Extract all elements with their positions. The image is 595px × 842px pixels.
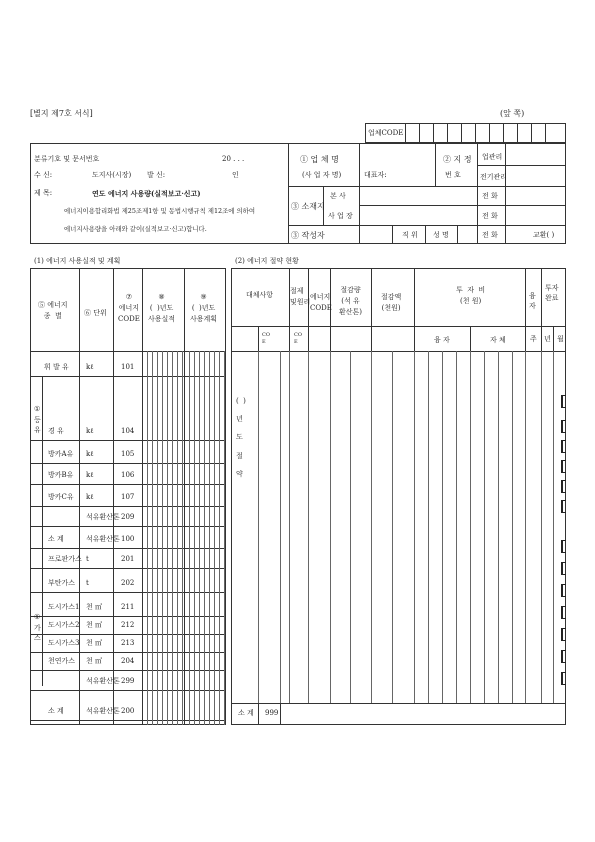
recipient-value: 도지사(시장) xyxy=(92,171,132,179)
hq-label: 본 사 xyxy=(330,192,346,200)
col-target: 대체사항 xyxy=(246,291,274,299)
energy-row-unit: kℓ xyxy=(86,450,94,458)
side-label: (앞 쪽) xyxy=(500,109,525,118)
phone-label-2: 전 화 xyxy=(482,212,498,220)
group-oil-label: ① 등 유 xyxy=(34,405,41,434)
energy-row-unit: 석유환산톤 xyxy=(86,677,120,685)
energy-row-code: 211 xyxy=(121,603,135,611)
sub-date: 월 xyxy=(557,335,564,343)
site-label: 사 업 장 xyxy=(328,212,353,220)
col-amount: 절감액 (천원) xyxy=(381,293,402,313)
company-code-label: 업체CODE xyxy=(368,129,404,137)
col-actual: ⑧ ( )년도 사용실적 xyxy=(148,293,176,324)
designation-label: ② 지 정 xyxy=(443,155,472,164)
energy-row-code: 105 xyxy=(121,450,135,458)
recipient-label: 수 신: xyxy=(34,171,53,179)
sender-label: 발 신: xyxy=(147,171,166,179)
col-energy-code-2: 에너지 CODE xyxy=(310,293,332,312)
energy-row-name: 휘 발 유 xyxy=(44,363,69,371)
energy-row-unit: 석유환산톤 xyxy=(86,513,120,521)
date-text: 20 . . . xyxy=(222,155,245,163)
extension-label: 교환( ) xyxy=(533,231,555,239)
col-energy-code: ⑦ 에너지 CODE xyxy=(118,293,140,324)
energy-row-name: 부탄가스 xyxy=(48,579,76,587)
energy-row-code: 213 xyxy=(121,639,135,647)
representative-label: 대표자: xyxy=(364,171,387,179)
group-gas-label: ① 가 스 xyxy=(34,613,41,642)
energy-row-code: 100 xyxy=(121,535,135,543)
energy-row-name: 도시가스3 xyxy=(48,639,80,647)
energy-row-name: 경 유 xyxy=(48,427,64,435)
energy-row-name: 천연가스 xyxy=(48,657,76,665)
seal-text: 인 xyxy=(232,171,239,179)
energy-row-unit: t xyxy=(86,555,89,563)
location-label: ③ 소재지 xyxy=(291,202,325,211)
sub-code-1: CO E xyxy=(262,332,270,345)
energy-row-code: 104 xyxy=(121,427,135,435)
col-invest-loan: 융 자 xyxy=(434,336,450,344)
subject-label: 제 목: xyxy=(34,189,53,197)
energy-row-code: 204 xyxy=(121,657,135,665)
energy-row-unit: 천 ㎥ xyxy=(86,639,102,647)
phone-label-1: 전 화 xyxy=(482,192,498,200)
energy-row-code: 200 xyxy=(121,707,135,715)
energy-row-unit: 천 ㎥ xyxy=(86,657,102,665)
energy-row-code: 101 xyxy=(121,363,135,371)
energy-row-unit: kℓ xyxy=(86,427,94,435)
col-method: 절제 및원리 xyxy=(290,287,311,306)
energy-row-unit: kℓ xyxy=(86,493,94,501)
section2-title: (2) 에너지 절약 현황 xyxy=(235,257,299,265)
classify-label: 분류기호 및 문서번호 xyxy=(34,155,100,163)
sub-month: 주 xyxy=(530,335,537,343)
energy-row-code: 299 xyxy=(121,677,135,685)
col-saving: 절감량 (석 유 환산톤) xyxy=(339,286,363,317)
energy-row-name: 소 계 xyxy=(48,535,64,543)
subject-title: 연도 에너지 사용량(실적보고·신고) xyxy=(92,189,201,198)
col-invest: 투 자 비 (천 원) xyxy=(456,286,486,306)
business-mgmt: 업관리 xyxy=(482,153,503,161)
energy-row-code: 106 xyxy=(121,471,135,479)
energy-row-name: 방카B유 xyxy=(48,471,74,479)
energy-row-code: 212 xyxy=(121,621,135,629)
phone-label-3: 전 화 xyxy=(482,231,498,239)
col-plan: ⑨ ( )년도 사용계획 xyxy=(190,293,218,324)
col-period: 융 자 xyxy=(529,292,536,310)
sub-year: 년 xyxy=(544,335,551,343)
energy-row-unit: 천 ㎥ xyxy=(86,603,102,611)
energy-saving-table xyxy=(231,268,566,725)
energy-row-code: 107 xyxy=(121,493,135,501)
energy-row-name: 도시가스1 xyxy=(48,603,80,611)
energy-row-name: 프로판가스 xyxy=(48,555,82,563)
energy-row-unit: 천 ㎥ xyxy=(86,621,102,629)
company-name-sub: (사 업 자 명) xyxy=(302,171,342,179)
body-line-1: 에너지이용합리화법 제25조제1항 및 동법시행규칙 제12조에 의하여 xyxy=(64,207,255,215)
energy-row-name: 소 계 xyxy=(48,707,64,715)
saving-total-code: 999 xyxy=(265,709,279,717)
energy-row-name: 방카C유 xyxy=(48,493,74,501)
energy-row-name: 도시가스2 xyxy=(48,621,80,629)
saving-total-label: 소 계 xyxy=(238,709,254,717)
form-label: [별지 제7호 서식] xyxy=(30,109,93,118)
name-label: 성 명 xyxy=(433,231,449,239)
position-label: 직 위 xyxy=(402,231,418,239)
energy-row-unit: 석유환산톤 xyxy=(86,707,120,715)
col-energy-type: ⑤ 에너지 종 별 xyxy=(38,301,68,321)
energy-row-unit: t xyxy=(86,579,89,587)
energy-row-code: 202 xyxy=(121,579,135,587)
sub-code-2: CO E xyxy=(294,332,302,345)
company-name-label: ① 업 체 명 xyxy=(300,155,339,164)
section1-title: (1) 에너지 사용실적 및 계획 xyxy=(34,257,121,265)
saving-vertical-label: ( ) 년 도 절 약 xyxy=(236,397,246,478)
energy-row-code: 209 xyxy=(121,513,135,521)
energy-row-unit: kℓ xyxy=(86,363,94,371)
col-invest-self: 자 체 xyxy=(490,336,506,344)
body-line-2: 에너지사용량을 아래와 같이(실적보고·신고)합니다. xyxy=(64,225,207,233)
energy-row-name: 방카A유 xyxy=(48,450,74,458)
energy-row-code: 201 xyxy=(121,555,135,563)
designation-sub: 번 호 xyxy=(445,171,461,179)
col-unit: ⑥ 단위 xyxy=(84,309,107,317)
writer-label: ③ 작성자 xyxy=(291,231,325,240)
energy-row-unit: kℓ xyxy=(86,471,94,479)
col-done: 투자 완료 xyxy=(545,284,559,302)
elec-mgmt: 전기관리 xyxy=(480,173,508,181)
energy-row-unit: 석유환산톤 xyxy=(86,535,120,543)
